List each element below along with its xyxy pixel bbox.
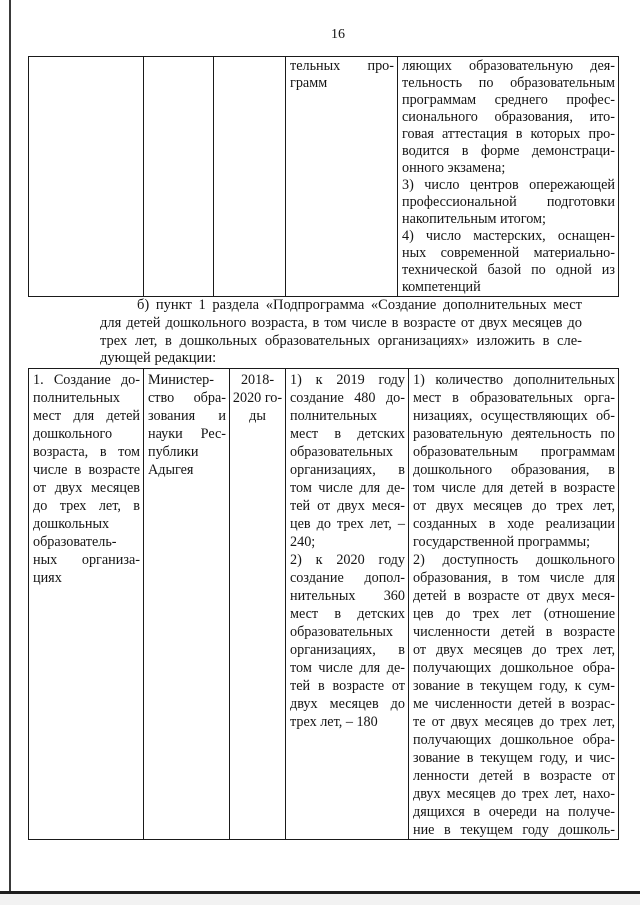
text-line: дящихся в очереди на получе-: [413, 804, 615, 820]
table-cell-program: [286, 57, 398, 297]
text-line: профессиональной подготовки: [402, 194, 615, 210]
text-line: созданных в ходе реализации: [413, 516, 615, 532]
text-line: 240;: [290, 534, 316, 550]
text-line: 2) к 2020 году: [290, 552, 405, 568]
text-line: накопительным итогом;: [402, 211, 546, 227]
text-line: тельность по образовательным: [402, 75, 615, 91]
continued-table: [28, 56, 619, 297]
text-line: тельных про-: [290, 58, 394, 74]
text-line: 2020 го-: [232, 390, 283, 406]
text-line: образовательных: [290, 444, 394, 460]
text-line: дошкольного образования, в: [413, 462, 615, 478]
scan-edge-left: [9, 0, 11, 892]
text-line: 1) к 2019 году: [290, 372, 405, 388]
text-line: образователь-: [33, 534, 117, 550]
text-line: низациях, осуществляющих об-: [413, 408, 615, 424]
text-line: Министер-: [148, 372, 215, 388]
text-line: ленности детей в возрасте от: [413, 768, 615, 784]
text-line: зования и: [148, 408, 226, 424]
text-line: двух месяцев до: [290, 696, 405, 712]
text-line: науки Рес-: [148, 426, 226, 442]
text-line: онного экзамена;: [402, 160, 506, 176]
text-line: сионального образования, ито-: [402, 109, 615, 125]
text-line: создание 480 до-: [290, 390, 405, 406]
text-line: возраста, в том: [33, 444, 140, 460]
text-line: 2) доступность дошкольного: [413, 552, 615, 568]
text-line: полнительных: [33, 390, 121, 406]
text-line: технической базой по одной из: [402, 262, 615, 278]
text-line: программам среднего профес-: [402, 92, 615, 108]
text-line: ды: [249, 408, 266, 424]
text-line: Адыгея: [148, 462, 194, 478]
text-line: образования, в том числе для: [413, 570, 615, 586]
text-line: от двух месяцев до трех лет,: [413, 498, 615, 514]
table-cell-result: [286, 369, 409, 840]
text-line: 3) число центров опережающей: [402, 177, 615, 193]
table-cell-indicators: [398, 57, 619, 297]
text-line: 4) число мастерских, оснащен-: [402, 228, 615, 244]
text-line: до трех лет, в: [33, 498, 140, 514]
scan-margin-bottom: [0, 894, 640, 905]
text-line: 2018-: [240, 372, 275, 388]
text-line: нительных 360: [290, 588, 405, 604]
table-cell-indicators: [409, 369, 619, 840]
amendment-paragraph: [100, 297, 582, 368]
text-line: трех лет, в дошкольных образовательных организациях» изложить в сле-: [100, 332, 582, 349]
text-line: от двух месяцев до трех лет,: [413, 642, 615, 658]
table-cell-executor: [144, 369, 230, 840]
text-line: компетенций: [402, 279, 481, 295]
text-line: образовательных: [290, 624, 394, 640]
text-line: тей в возрасте от: [290, 678, 405, 694]
page-number: 16: [331, 27, 345, 42]
text-line: организациях, в: [290, 642, 405, 658]
text-line: том числе для детей в возрасте: [413, 480, 615, 496]
text-line: те от двух месяцев до трех лет,: [413, 714, 615, 730]
text-line: мест для детей: [33, 408, 140, 424]
text-line: публики: [148, 444, 199, 460]
text-line: от двух месяцев: [33, 480, 140, 496]
text-line: ных организа-: [33, 552, 140, 568]
text-line: образовательным программам: [413, 444, 615, 460]
text-line: циях: [33, 570, 62, 586]
table-cell-period: [214, 57, 286, 297]
table-cell-measure: [29, 369, 144, 840]
text-line: разовательную деятельность по: [413, 426, 615, 442]
text-line: детей в возрасте от двух меся-: [413, 588, 615, 604]
text-line: зование в текущем году, к сум-: [413, 678, 615, 694]
text-line: организациях, в: [290, 462, 405, 478]
text-line: ляющих образовательную дея-: [402, 58, 615, 74]
text-line: говая аттестация в которых про-: [402, 126, 615, 142]
text-line: дующей редакции:: [100, 350, 217, 367]
text-line: цев до трех лет, –: [290, 516, 405, 532]
text-line: том числе для де-: [290, 660, 405, 676]
text-line: числе в возрасте: [33, 462, 140, 478]
table-cell-period: [230, 369, 286, 840]
text-line: получающих дошкольное обра-: [413, 660, 615, 676]
main-table: [28, 368, 619, 840]
text-line: зование в текущем году, и чис-: [413, 750, 615, 766]
table-row: [29, 57, 619, 297]
text-line: б) пункт 1 раздела «Подпрограмма «Создание дополнительных мест: [137, 297, 582, 313]
text-line: ме численности детей в возрас-: [413, 696, 615, 712]
text-line: водится в форме демонстраци-: [402, 143, 615, 159]
text-line: дошкольных: [33, 516, 110, 532]
text-line: трех лет, – 180: [290, 714, 378, 730]
text-line: 1. Создание до-: [33, 372, 140, 388]
table-row: [29, 369, 619, 840]
text-line: мест в детских: [290, 426, 405, 442]
text-line: ние в текущем году дошколь-: [413, 822, 615, 838]
text-line: численности детей в возрасте: [413, 624, 615, 640]
text-line: том числе для де-: [290, 480, 405, 496]
text-line: мест в детских: [290, 606, 405, 622]
text-line: 1) количество дополнительных: [413, 372, 615, 388]
text-line: цев до трех лет (отношение: [413, 606, 615, 622]
text-line: получающих дошкольное обра-: [413, 732, 615, 748]
text-line: двух месяцев до трех лет, нахо-: [413, 786, 615, 802]
text-line: полнительных: [290, 408, 378, 424]
text-line: государственной программы;: [413, 534, 591, 550]
text-line: тей от двух меся-: [290, 498, 405, 514]
table-cell-measure: [29, 57, 144, 297]
text-line: грамм: [290, 75, 328, 91]
text-line: ство обра-: [148, 390, 226, 406]
text-line: для детей дошкольного возраста, в том числе в возрасте от двух месяцев до: [100, 314, 582, 331]
text-line: создание допол-: [290, 570, 405, 586]
text-line: ных современной материально-: [402, 245, 615, 261]
text-line: дошкольного: [33, 426, 113, 442]
table-cell-executor: [144, 57, 214, 297]
text-line: мест в образовательных орга-: [413, 390, 615, 406]
